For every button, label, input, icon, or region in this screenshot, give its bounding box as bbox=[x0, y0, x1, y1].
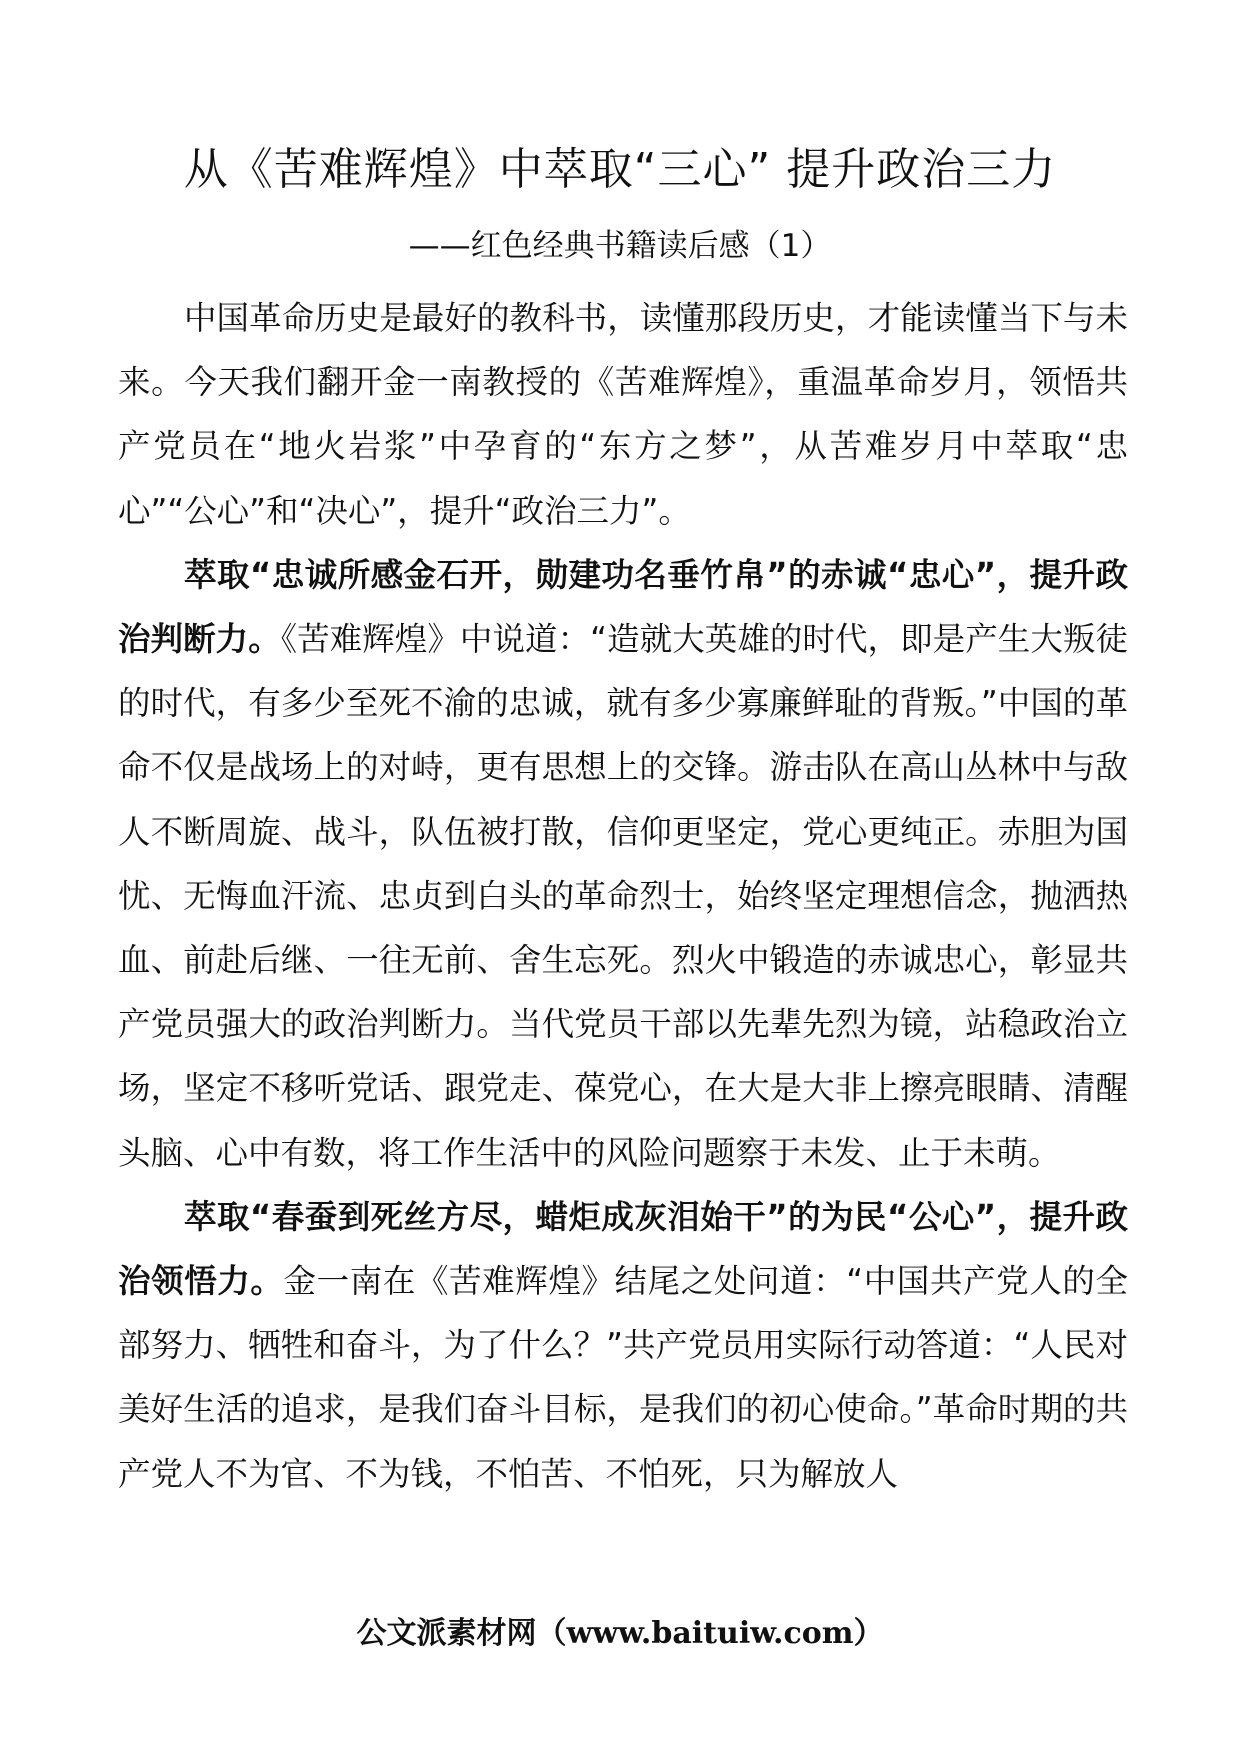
paragraph-intro bbox=[118, 286, 1128, 543]
document-subtitle: ——红色经典书籍读后感（1） bbox=[408, 228, 832, 264]
paragraph-loyalty bbox=[118, 543, 1128, 1185]
paragraph-text: 中国革命历史是最好的教科书，读懂那段历史，才能读懂当下与未来。今天我们翻开金一南教授的《苦难辉煌》，重温革命岁月，领悟共产党员在“地火岩浆”中孕育的“东方之梦”，从苦难岁月中萃取“忠心”“公心”和“决心”，提升“政治三力”。 bbox=[118, 299, 1128, 530]
paragraph-text: 金一南在《苦难辉煌》结尾之处问道：“中国共产党人的全部努力、牺牲和奋斗，为了什么？”共产党员用实际行动答道：“人民对美好生活的追求，是我们奋斗目标，是我们的初心使命。”革命时期的共产党人不为官、不为钱，不怕苦、不怕死，只为解放人 bbox=[118, 1262, 1128, 1493]
paragraph-public-heart bbox=[118, 1185, 1128, 1506]
paragraph-lead: 萃取“春蚕到死丝方尽，蜡炬成灰泪始干”的为民“公心”，提升政治领悟力。 bbox=[118, 1197, 1128, 1301]
paragraph-lead: 萃取“忠诚所感金石开，勋建功名垂竹帛”的赤诚“忠心”，提升政治判断力。 bbox=[118, 555, 1128, 659]
document-title: 从《苦难辉煌》中萃取“三心” 提升政治三力 bbox=[183, 144, 1057, 195]
paragraph-text: 《苦难辉煌》中说道：“造就大英雄的时代，即是产生大叛徒的时代，有多少至死不渝的忠诚，就有多少寡廉鲜耻的背叛。”中国的革命不仅是战场上的对峙，更有思想上的交锋。游击队在高山丛林中与敌人不断周旋、战斗，队伍被打散，信仰更坚定，党心更纯正。赤胆为国忧、无悔血汗流、忠贞到白头的革命烈士，始终坚定理想信念，抛洒热血、前赴后继、一往无前、舍生忘死。烈火中锻造的赤诚忠心，彰显共产党员强大的政治判断力。当代党员干部以先辈先烈为镜，站稳政治立场，坚定不移听党话、跟党走、葆党心，在大是大非上擦亮眼睛、清醒头脑、心中有数，将工作生活中的风险问题察于未发、止于未萌。 bbox=[118, 620, 1128, 1172]
footer-source: 公文派素材网（www.baituiw.com） bbox=[356, 1616, 884, 1651]
document-body bbox=[118, 286, 1128, 1506]
